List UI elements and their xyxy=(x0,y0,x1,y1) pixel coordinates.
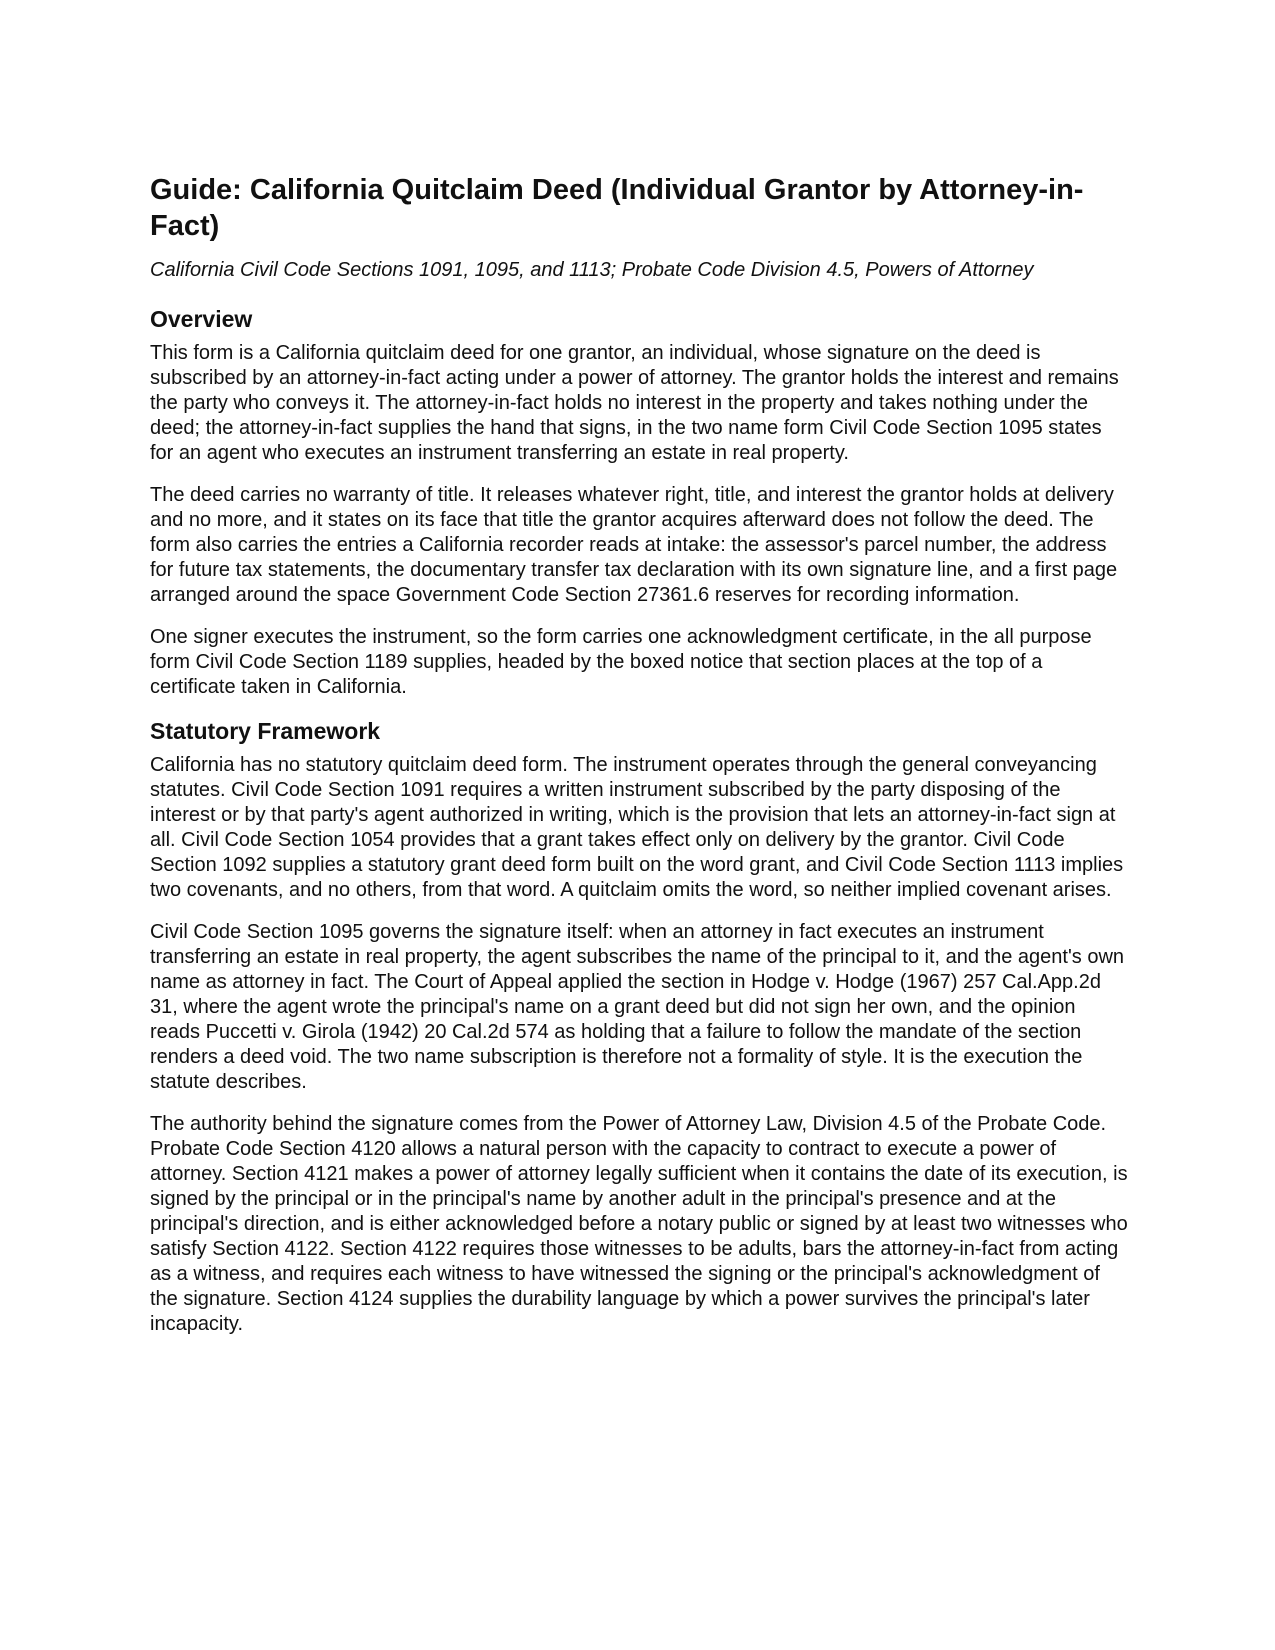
section-overview xyxy=(150,305,1130,700)
paragraph: California has no statutory quitclaim deed form. The instrument operates through the general conveyancing statutes. Civil Code Section 1091 requires a written instrument subscribed by the party disposing of the interest or by that party's agent authorized in writing, which is the provision that lets an attorney-in-fact sign at all. Civil Code Section 1054 provides that a grant takes effect only on delivery by the grantor. Civil Code Section 1092 supplies a statutory grant deed form built on the word grant, and Civil Code Section 1113 implies two covenants, and no others, from that word. A quitclaim omits the word, so neither implied covenant arises. xyxy=(150,754,1124,901)
section-heading: Overview xyxy=(150,306,253,332)
section-heading: Statutory Framework xyxy=(150,718,381,744)
paragraph: One signer executes the instrument, so the form carries one acknowledgment certificate, in the all purpose form Civil Code Section 1189 supplies, headed by the boxed notice that section places at the top of a certificate taken in California. xyxy=(150,626,1092,698)
paragraph: This form is a California quitclaim deed for one grantor, an individual, whose signature on the deed is subscribed by an attorney-in-fact acting under a power of attorney. The grantor holds the interest and remains the party who conveys it. The attorney-in-fact holds no interest in the property and takes nothing under the deed; the attorney-in-fact supplies the hand that signs, in the two name form Civil Code Section 1095 states for an agent who executes an instrument transferring an estate in real property. xyxy=(150,342,1119,464)
paragraph: Civil Code Section 1095 governs the signature itself: when an attorney in fact executes an instrument transferring an estate in real property, the agent subscribes the name of the principal to it, and the agent's own name as attorney in fact. The Court of Appeal applied the section in Hodge v. Hodge (1967) 257 Cal.App.2d 31, where the agent wrote the principal's name on a grant deed but did not sign her own, and the opinion reads Puccetti v. Girola (1942) 20 Cal.2d 574 as holding that a failure to follow the mandate of the section renders a deed void. The two name subscription is therefore not a formality of style. It is the execution the statute describes. xyxy=(150,921,1125,1093)
document-title: Guide: California Quitclaim Deed (Individual Grantor by Attorney-in-Fact) xyxy=(150,174,1084,242)
paragraph: The deed carries no warranty of title. It releases whatever right, title, and interest the grantor holds at delivery and no more, and it states on its face that title the grantor acquires afterward does not follow the deed. The form also carries the entries a California recorder reads at intake: the assessor's parcel number, the address for future tax statements, the documentary transfer tax declaration with its own signature line, and a first page arranged around the space Government Code Section 27361.6 reserves for recording information. xyxy=(150,484,1118,606)
section-statutory-framework xyxy=(150,717,1130,1337)
document-page xyxy=(150,172,1130,1354)
paragraph: The authority behind the signature comes from the Power of Attorney Law, Division 4.5 of the Probate Code. Probate Code Section 4120 allows a natural person with the capacity to contract to execute a power of attorney. Section 4121 makes a power of attorney legally sufficient when it contains the date of its execution, is signed by the principal or in the principal's name by another adult in the principal's presence and at the principal's direction, and is either acknowledged before a notary public or signed by at least two witnesses who satisfy Section 4122. Section 4122 requires those witnesses to be adults, bars the attorney-in-fact from acting as a witness, and requires each witness to have witnessed the signing or the principal's acknowledgment of the signature. Section 4124 supplies the durability language by which a power survives the principal's later incapacity. xyxy=(150,1113,1128,1335)
document-subtitle: California Civil Code Sections 1091, 1095, and 1113; Probate Code Division 4.5, Powers of Attorney xyxy=(150,259,1034,281)
